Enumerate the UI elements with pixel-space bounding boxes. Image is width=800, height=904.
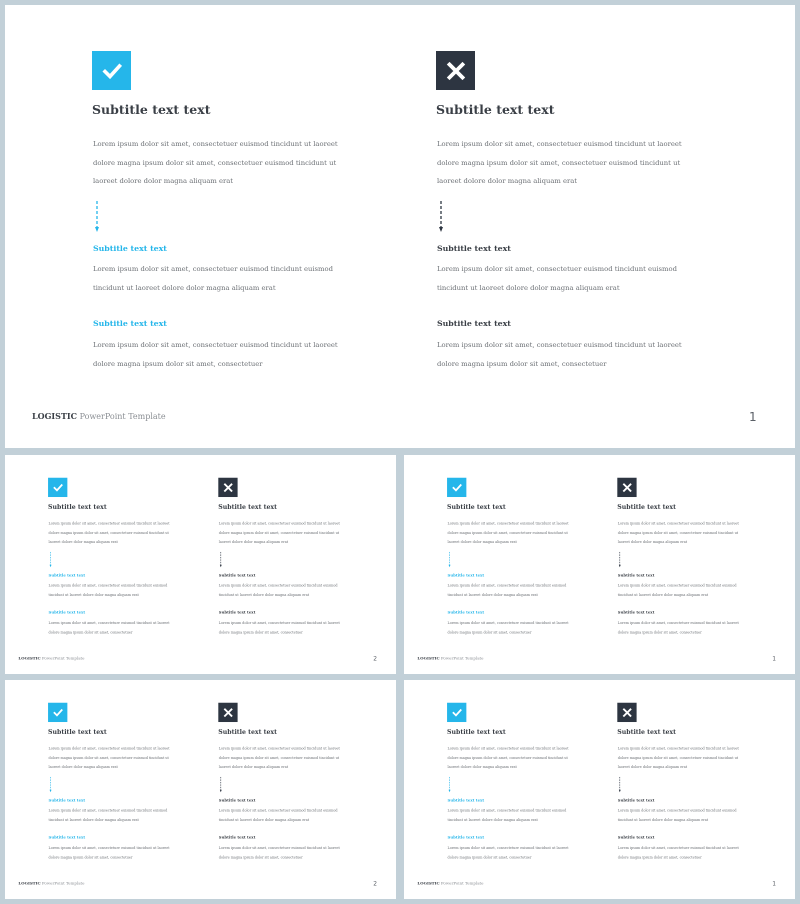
dashed-arrow-down-icon — [220, 552, 222, 568]
section-subtitle: Subtitle text text — [93, 244, 167, 253]
intro-paragraph: Lorem ipsum dolor sit amet, consectetuer euismod tincidunt ut laoreet dolore magna ipsum dolor sit amet, consectetuer euismod tincidunt ut laoreet dolore dolor magna aliquam erat — [218, 746, 340, 769]
section-subtitle: Subtitle text text — [48, 835, 86, 840]
close-badge — [218, 478, 237, 497]
section-paragraph: Lorem ipsum dolor sit amet, consectetuer euismod tincidunt ut laoreet dolore magna ipsum dolor sit amet, consectetuer — [48, 846, 170, 860]
intro-paragraph: Lorem ipsum dolor sit amet, consectetuer euismod tincidunt ut laoreet dolore magna ipsum dolor sit amet, consectetuer euismod tincidunt ut laoreet dolore dolor magna aliquam erat — [447, 746, 569, 769]
section-paragraph: Lorem ipsum dolor sit amet, consectetuer euismod tincidunt ut laoreet dolore magna ipsum dolor sit amet, consectetuer — [447, 846, 569, 860]
check-icon — [451, 707, 462, 718]
dashed-arrow-down-icon — [619, 777, 621, 793]
check-icon — [451, 482, 462, 493]
slide-thumbnail[interactable] — [5, 455, 396, 674]
dashed-arrow-down-icon — [449, 552, 451, 568]
dashed-arrow-down-icon — [95, 201, 99, 233]
section-subtitle: Subtitle text text — [617, 573, 655, 578]
close-icon — [622, 707, 633, 718]
footer-brand — [417, 881, 483, 886]
dashed-arrow-down-icon — [220, 777, 222, 793]
column-heading: Subtitle text text — [48, 727, 107, 736]
close-icon — [223, 482, 234, 493]
close-badge — [218, 703, 237, 722]
close-badge — [436, 51, 475, 90]
dashed-arrow-down-icon — [50, 552, 52, 568]
section-paragraph: Lorem ipsum dolor sit amet, consectetuer euismod tincidunt euismod tincidunt ut laoreet dolore dolor magna aliquam erat — [48, 808, 168, 822]
section-subtitle: Subtitle text text — [447, 798, 485, 803]
page-number: 1 — [772, 655, 776, 663]
dashed-arrow-down-icon — [439, 201, 443, 233]
page-number: 2 — [373, 655, 377, 663]
slide-content — [404, 455, 795, 674]
check-badge — [447, 703, 466, 722]
intro-paragraph: Lorem ipsum dolor sit amet, consectetuer euismod tincidunt ut laoreet dolore magna ipsum dolor sit amet, consectetuer euismod tincidunt ut laoreet dolore dolor magna aliquam erat — [447, 521, 569, 544]
column-heading: Subtitle text text — [218, 727, 277, 736]
column-heading: Subtitle text text — [436, 102, 555, 117]
slide-content — [5, 680, 396, 899]
slide-content — [5, 5, 795, 448]
section-subtitle: Subtitle text text — [48, 798, 86, 803]
check-badge — [447, 478, 466, 497]
check-icon — [52, 707, 63, 718]
slide-content — [5, 455, 396, 674]
section-subtitle: Subtitle text text — [437, 319, 511, 328]
section-paragraph: Lorem ipsum dolor sit amet, consectetuer euismod tincidunt euismod tincidunt ut laoreet dolore dolor magna aliquam erat — [218, 583, 338, 597]
page-number: 2 — [373, 880, 377, 888]
dashed-arrow-down-icon — [449, 777, 451, 793]
intro-paragraph: Lorem ipsum dolor sit amet, consectetuer euismod tincidunt ut laoreet dolore magna ipsum dolor sit amet, consectetuer euismod tincidunt ut laoreet dolore dolor magna aliquam erat — [48, 746, 170, 769]
section-paragraph: Lorem ipsum dolor sit amet, consectetuer euismod tincidunt ut laoreet dolore magna ipsum dolor sit amet, consectetuer — [218, 621, 340, 635]
brand-name: LOGISTIC — [32, 411, 78, 421]
check-icon — [52, 482, 63, 493]
footer-brand — [18, 881, 84, 886]
section-paragraph: Lorem ipsum dolor sit amet, consectetuer euismod tincidunt euismod tincidunt ut laoreet dolore dolor magna aliquam erat — [447, 583, 567, 597]
intro-paragraph: Lorem ipsum dolor sit amet, consectetuer euismod tincidunt ut laoreet dolore magna ipsum dolor sit amet, consectetuer euismod tincidunt ut laoreet dolore dolor magna aliquam erat — [617, 521, 739, 544]
section-paragraph: Lorem ipsum dolor sit amet, consectetuer euismod tincidunt euismod tincidunt ut laoreet dolore dolor magna aliquam erat — [617, 808, 737, 822]
close-badge — [617, 478, 636, 497]
brand-name: LOGISTIC — [18, 655, 41, 661]
brand-name: LOGISTIC — [417, 880, 440, 886]
section-paragraph: Lorem ipsum dolor sit amet, consectetuer euismod tincidunt euismod tincidunt ut laoreet dolore dolor magna aliquam erat — [617, 583, 737, 597]
brand-name: LOGISTIC — [417, 655, 440, 661]
intro-paragraph: Lorem ipsum dolor sit amet, consectetuer euismod tincidunt ut laoreet dolore magna ipsum dolor sit amet, consectetuer euismod tincidunt ut laoreet dolore dolor magna aliquam erat — [218, 521, 340, 544]
check-badge — [48, 478, 67, 497]
section-subtitle: Subtitle text text — [218, 835, 256, 840]
section-paragraph: Lorem ipsum dolor sit amet, consectetuer euismod tincidunt ut laoreet dolore magna ipsum dolor sit amet, consectetuer — [93, 341, 338, 368]
section-subtitle: Subtitle text text — [447, 610, 485, 615]
column-heading: Subtitle text text — [218, 502, 277, 511]
check-badge — [48, 703, 67, 722]
dashed-arrow-down-icon — [619, 552, 621, 568]
brand-tagline: PowerPoint Template — [41, 656, 85, 661]
footer-brand — [18, 656, 84, 661]
footer-brand — [417, 656, 483, 661]
column-heading: Subtitle text text — [447, 502, 506, 511]
brand-tagline: PowerPoint Template — [41, 881, 85, 886]
section-paragraph: Lorem ipsum dolor sit amet, consectetuer euismod tincidunt ut laoreet dolore magna ipsum dolor sit amet, consectetuer — [218, 846, 340, 860]
section-paragraph: Lorem ipsum dolor sit amet, consectetuer euismod tincidunt ut laoreet dolore magna ipsum dolor sit amet, consectetuer — [617, 621, 739, 635]
section-subtitle: Subtitle text text — [48, 610, 86, 615]
column-heading: Subtitle text text — [617, 727, 676, 736]
close-icon — [622, 482, 633, 493]
check-icon — [101, 60, 123, 82]
slide-thumbnail[interactable] — [5, 5, 795, 448]
column-heading: Subtitle text text — [92, 102, 211, 117]
column-heading: Subtitle text text — [48, 502, 107, 511]
section-subtitle: Subtitle text text — [617, 798, 655, 803]
section-paragraph: Lorem ipsum dolor sit amet, consectetuer euismod tincidunt ut laoreet dolore magna ipsum dolor sit amet, consectetuer — [447, 621, 569, 635]
brand-tagline: PowerPoint Template — [79, 412, 166, 421]
page-number: 1 — [772, 880, 776, 888]
section-paragraph: Lorem ipsum dolor sit amet, consectetuer euismod tincidunt euismod tincidunt ut laoreet dolore dolor magna aliquam erat — [93, 265, 333, 292]
column-heading: Subtitle text text — [617, 502, 676, 511]
section-paragraph: Lorem ipsum dolor sit amet, consectetuer euismod tincidunt ut laoreet dolore magna ipsum dolor sit amet, consectetuer — [48, 621, 170, 635]
close-icon — [223, 707, 234, 718]
brand-name: LOGISTIC — [18, 880, 41, 886]
intro-paragraph: Lorem ipsum dolor sit amet, consectetuer euismod tincidunt ut laoreet dolore magna ipsum dolor sit amet, consectetuer euismod tincidunt ut laoreet dolore dolor magna aliquam erat — [93, 140, 338, 185]
section-subtitle: Subtitle text text — [218, 798, 256, 803]
dashed-arrow-down-icon — [50, 777, 52, 793]
column-heading: Subtitle text text — [447, 727, 506, 736]
section-subtitle: Subtitle text text — [437, 244, 511, 253]
section-subtitle: Subtitle text text — [48, 573, 86, 578]
intro-paragraph: Lorem ipsum dolor sit amet, consectetuer euismod tincidunt ut laoreet dolore magna ipsum dolor sit amet, consectetuer euismod tincidunt ut laoreet dolore dolor magna aliquam erat — [617, 746, 739, 769]
slide-thumbnail[interactable] — [5, 680, 396, 899]
section-paragraph: Lorem ipsum dolor sit amet, consectetuer euismod tincidunt ut laoreet dolore magna ipsum dolor sit amet, consectetuer — [437, 341, 682, 368]
section-subtitle: Subtitle text text — [218, 573, 256, 578]
page-number: 1 — [749, 410, 757, 424]
brand-tagline: PowerPoint Template — [440, 656, 484, 661]
close-icon — [445, 60, 467, 82]
intro-paragraph: Lorem ipsum dolor sit amet, consectetuer euismod tincidunt ut laoreet dolore magna ipsum dolor sit amet, consectetuer euismod tincidunt ut laoreet dolore dolor magna aliquam erat — [437, 140, 682, 185]
intro-paragraph: Lorem ipsum dolor sit amet, consectetuer euismod tincidunt ut laoreet dolore magna ipsum dolor sit amet, consectetuer euismod tincidunt ut laoreet dolore dolor magna aliquam erat — [48, 521, 170, 544]
footer-brand — [32, 411, 166, 421]
section-paragraph: Lorem ipsum dolor sit amet, consectetuer euismod tincidunt ut laoreet dolore magna ipsum dolor sit amet, consectetuer — [617, 846, 739, 860]
section-subtitle: Subtitle text text — [617, 610, 655, 615]
section-paragraph: Lorem ipsum dolor sit amet, consectetuer euismod tincidunt euismod tincidunt ut laoreet dolore dolor magna aliquam erat — [447, 808, 567, 822]
section-paragraph: Lorem ipsum dolor sit amet, consectetuer euismod tincidunt euismod tincidunt ut laoreet dolore dolor magna aliquam erat — [437, 265, 677, 292]
slide-thumbnail[interactable] — [404, 680, 795, 899]
close-badge — [617, 703, 636, 722]
section-paragraph: Lorem ipsum dolor sit amet, consectetuer euismod tincidunt euismod tincidunt ut laoreet dolore dolor magna aliquam erat — [218, 808, 338, 822]
slide-thumbnail[interactable] — [404, 455, 795, 674]
section-subtitle: Subtitle text text — [93, 319, 167, 328]
section-subtitle: Subtitle text text — [447, 835, 485, 840]
section-paragraph: Lorem ipsum dolor sit amet, consectetuer euismod tincidunt euismod tincidunt ut laoreet dolore dolor magna aliquam erat — [48, 583, 168, 597]
section-subtitle: Subtitle text text — [447, 573, 485, 578]
check-badge — [92, 51, 131, 90]
slide-content — [404, 680, 795, 899]
brand-tagline: PowerPoint Template — [440, 881, 484, 886]
section-subtitle: Subtitle text text — [218, 610, 256, 615]
section-subtitle: Subtitle text text — [617, 835, 655, 840]
